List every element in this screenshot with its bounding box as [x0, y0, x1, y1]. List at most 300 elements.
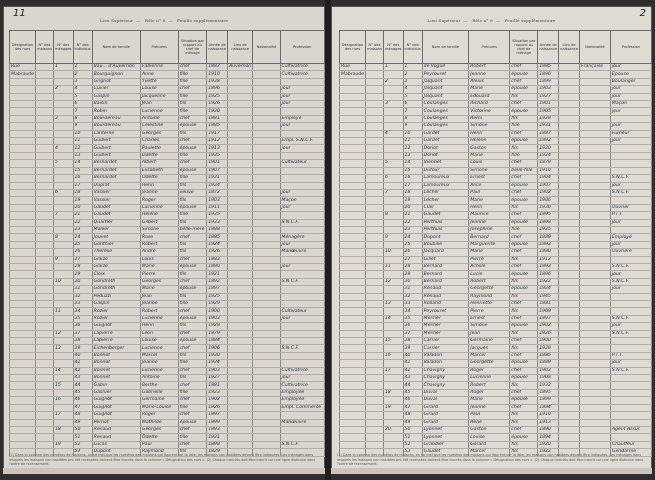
- table-cell: [340, 138, 366, 145]
- table-cell: Jean: [140, 293, 178, 300]
- table-cell: 9: [403, 123, 422, 130]
- table-cell: [610, 256, 651, 263]
- table-cell: [383, 182, 403, 189]
- table-row: [340, 64, 652, 71]
- table-cell: Cuvier: [92, 86, 140, 93]
- table-cell: chef: [510, 263, 538, 270]
- table-cell: 11: [53, 308, 73, 315]
- table-cell: [228, 197, 253, 204]
- table-cell: [253, 263, 280, 270]
- table-cell: [610, 152, 651, 159]
- table-cell: Léchel: [422, 197, 469, 204]
- table-cell: 1913: [538, 419, 559, 426]
- table-cell: [366, 160, 384, 167]
- table-cell: Cultivatrice: [280, 64, 324, 71]
- table-cell: 8: [383, 212, 403, 219]
- table-row: [340, 412, 652, 419]
- table-cell: Germaine: [469, 338, 510, 345]
- table-cell: Gondreth: [92, 278, 140, 285]
- table-cell: [280, 412, 324, 419]
- table-cell: [253, 64, 280, 71]
- table-cell: S.N.C.F.: [280, 345, 324, 352]
- table-cell: [580, 123, 611, 130]
- table-cell: Grandier: [422, 441, 469, 448]
- table-row: [10, 323, 325, 330]
- table-cell: Odette: [140, 434, 178, 441]
- table-cell: 12: [53, 330, 73, 337]
- table-cell: 1925: [207, 93, 228, 100]
- table-cell: 48: [73, 412, 92, 419]
- table-cell: [366, 219, 384, 226]
- table-cell: [340, 419, 366, 426]
- table-cell: [10, 204, 36, 211]
- table-cell: 41: [403, 360, 422, 367]
- table-cell: chef: [510, 64, 538, 71]
- table-cell: [580, 323, 611, 330]
- register-page-right: [331, 6, 652, 474]
- table-cell: [366, 167, 384, 174]
- table-cell: 14: [403, 160, 422, 167]
- table-cell: chef: [510, 234, 538, 241]
- table-cell: épouse: [510, 219, 538, 226]
- table-cell: [580, 338, 611, 345]
- table-cell: [53, 123, 73, 130]
- table-cell: 38: [403, 338, 422, 345]
- table-cell: jour: [610, 64, 651, 71]
- table-cell: [340, 397, 366, 404]
- table-cell: [36, 278, 54, 285]
- table-cell: fils: [510, 441, 538, 448]
- table-row: [10, 441, 325, 448]
- table-cell: [280, 293, 324, 300]
- table-row: [10, 226, 325, 233]
- table-cell: [10, 412, 36, 419]
- table-cell: [340, 412, 366, 419]
- table-cell: [559, 219, 580, 226]
- table-cell: [559, 78, 580, 85]
- table-cell: [559, 360, 580, 367]
- table-cell: [366, 212, 384, 219]
- table-cell: [10, 86, 36, 93]
- table-cell: 1893: [538, 241, 559, 248]
- table-cell: Marcel: [469, 449, 510, 456]
- table-cell: [36, 404, 54, 411]
- table-cell: [580, 360, 611, 367]
- table-cell: [340, 197, 366, 204]
- table-cell: 16: [53, 397, 73, 404]
- table-cell: [340, 382, 366, 389]
- table-cell: [36, 375, 54, 382]
- column-header: Prénoms: [140, 31, 178, 64]
- table-cell: [559, 226, 580, 233]
- table-cell: 1904: [538, 175, 559, 182]
- table-cell: [340, 130, 366, 137]
- table-row: [340, 93, 652, 100]
- table-cell: [228, 249, 253, 256]
- column-header: Situation par rapport au chef de ménage: [510, 31, 538, 64]
- table-cell: [559, 286, 580, 293]
- table-cell: 10: [403, 130, 422, 137]
- table-cell: Berthe: [140, 382, 178, 389]
- table-cell: [366, 323, 384, 330]
- column-header: N° des ménages: [383, 31, 403, 64]
- table-cell: [253, 249, 280, 256]
- page-header: Lieu Supérieur — Rôle n° 8 — Feuille supplémentaire: [427, 18, 556, 23]
- table-cell: Maurice: [469, 212, 510, 219]
- table-cell: chef: [510, 101, 538, 108]
- table-cell: [366, 241, 384, 248]
- table-cell: [10, 101, 36, 108]
- table-cell: Lucas: [92, 441, 140, 448]
- table-cell: 10: [73, 130, 92, 137]
- table-row: [340, 330, 652, 337]
- table-cell: 6: [53, 189, 73, 196]
- table-cell: chef: [510, 301, 538, 308]
- table-cell: [228, 278, 253, 285]
- table-cell: [53, 182, 73, 189]
- table-cell: fille: [178, 152, 207, 159]
- table-cell: Cultivatrice: [280, 367, 324, 374]
- table-cell: [610, 434, 651, 441]
- table-cell: [36, 123, 54, 130]
- table-cell: épouse: [510, 286, 538, 293]
- table-cell: [228, 404, 253, 411]
- table-cell: [36, 256, 54, 263]
- table-cell: 32: [73, 293, 92, 300]
- table-cell: Jacqueline: [140, 93, 178, 100]
- table-cell: [559, 189, 580, 196]
- table-cell: Roger: [140, 197, 178, 204]
- table-cell: [10, 352, 36, 359]
- table-cell: [366, 189, 384, 196]
- table-cell: Grignot: [92, 78, 140, 85]
- table-cell: Bernardet: [92, 160, 140, 167]
- table-cell: 26: [73, 249, 92, 256]
- table-cell: [366, 397, 384, 404]
- table-cell: [253, 108, 280, 115]
- table-cell: Charles: [140, 138, 178, 145]
- table-cell: [253, 130, 280, 137]
- table-cell: 1924: [207, 241, 228, 248]
- table-cell: 17: [383, 367, 403, 374]
- table-cell: jour: [280, 86, 324, 93]
- table-row: [10, 397, 325, 404]
- table-cell: 1887: [538, 130, 559, 137]
- table-cell: Lucienne: [140, 345, 178, 352]
- table-cell: [280, 226, 324, 233]
- table-cell: [340, 367, 366, 374]
- table-cell: [340, 345, 366, 352]
- table-cell: Bourdereau: [92, 115, 140, 122]
- table-cell: Jouvet: [92, 234, 140, 241]
- table-cell: [366, 278, 384, 285]
- table-cell: Cultivateur: [280, 160, 324, 167]
- table-cell: [36, 426, 54, 433]
- table-cell: 4: [403, 86, 422, 93]
- table-cell: [10, 441, 36, 448]
- table-cell: belle-fille: [510, 167, 538, 174]
- table-cell: [253, 189, 280, 196]
- table-cell: [228, 389, 253, 396]
- table-cell: [253, 86, 280, 93]
- table-cell: [228, 419, 253, 426]
- table-cell: 22: [73, 219, 92, 226]
- table-cell: André: [140, 249, 178, 256]
- table-cell: 1879: [207, 330, 228, 337]
- table-cell: Robert: [140, 241, 178, 248]
- table-cell: [253, 367, 280, 374]
- table-cell: 29: [403, 271, 422, 278]
- table-cell: fille: [178, 434, 207, 441]
- table-cell: [36, 189, 54, 196]
- table-cell: [228, 93, 253, 100]
- table-cell: [610, 293, 651, 300]
- table-cell: 27: [73, 256, 92, 263]
- table-cell: [228, 219, 253, 226]
- table-cell: Gabrielle: [140, 389, 178, 396]
- table-cell: [253, 123, 280, 130]
- table-cell: [559, 93, 580, 100]
- table-cell: [340, 404, 366, 411]
- table-cell: 1925: [538, 226, 559, 233]
- table-cell: 1889: [538, 234, 559, 241]
- table-cell: fils: [178, 197, 207, 204]
- table-cell: 7: [73, 108, 92, 115]
- table-cell: 36: [403, 323, 422, 330]
- table-cell: 16: [73, 175, 92, 182]
- table-cell: [366, 301, 384, 308]
- table-cell: fille: [178, 389, 207, 396]
- table-cell: fils: [178, 375, 207, 382]
- table-cell: 51: [403, 434, 422, 441]
- table-cell: [10, 138, 36, 145]
- table-cell: [340, 249, 366, 256]
- table-cell: Lyonnet: [422, 434, 469, 441]
- table-cell: 52: [73, 441, 92, 448]
- table-cell: [228, 108, 253, 115]
- table-cell: Lucienne: [140, 315, 178, 322]
- table-cell: Louise: [469, 434, 510, 441]
- table-cell: jour: [610, 323, 651, 330]
- table-cell: [366, 108, 384, 115]
- table-cell: [366, 315, 384, 322]
- table-cell: jour: [610, 286, 651, 293]
- table-cell: jour: [280, 204, 324, 211]
- table-cell: [280, 152, 324, 159]
- table-row: [340, 101, 652, 108]
- table-cell: [10, 226, 36, 233]
- table-cell: Gaston: [469, 426, 510, 433]
- table-cell: [580, 301, 611, 308]
- table-cell: [253, 345, 280, 352]
- table-cell: [340, 360, 366, 367]
- table-cell: Lanterne: [92, 130, 140, 137]
- table-cell: Louis: [140, 256, 178, 263]
- table-cell: [253, 115, 280, 122]
- table-cell: Richard: [469, 101, 510, 108]
- table-cell: [10, 434, 36, 441]
- table-cell: 1908: [538, 375, 559, 382]
- table-cell: Alexis: [469, 78, 510, 85]
- table-cell: Marie-Louise: [140, 404, 178, 411]
- table-cell: 35: [73, 315, 92, 322]
- table-cell: [280, 271, 324, 278]
- table-cell: [253, 404, 280, 411]
- table-cell: [280, 323, 324, 330]
- table-cell: [366, 434, 384, 441]
- table-cell: [366, 138, 384, 145]
- table-cell: [559, 271, 580, 278]
- table-cell: [366, 175, 384, 182]
- census-table-left: [9, 30, 325, 457]
- table-cell: [580, 441, 611, 448]
- table-cell: Célestine: [140, 123, 178, 130]
- table-cell: S.N.C.F.: [610, 263, 651, 270]
- table-row: [340, 108, 652, 115]
- table-cell: Ernest: [469, 175, 510, 182]
- table-cell: Lucienne: [140, 204, 178, 211]
- table-cell: [580, 108, 611, 115]
- table-cell: Marie: [469, 197, 510, 204]
- table-cell: 1906: [207, 345, 228, 352]
- page-footnote: (1) Dans la colonne des numéros de maisons, on ne met que les numéros des maisons qui figurent sur la liste, les maisons non habitées devant être indiquées. Les ménages dans lesquels les maisons non habitées ont été recensées doivent être inscrits dans la colonne « Désignation des rues ». (2) Chaque individu doit être inscrit sur une ligne distincte dans l'ordre de recensement.: [9, 453, 315, 466]
- table-cell: Bernard: [422, 263, 469, 270]
- table-cell: [228, 301, 253, 308]
- table-row: [340, 249, 652, 256]
- table-cell: Jalquant: [422, 93, 469, 100]
- table-cell: [53, 404, 73, 411]
- table-cell: fille: [178, 71, 207, 78]
- table-cell: [580, 204, 611, 211]
- table-cell: 1883: [207, 256, 228, 263]
- table-cell: jour: [610, 241, 651, 248]
- table-cell: 1924: [538, 152, 559, 159]
- table-cell: jour: [280, 101, 324, 108]
- table-row: [10, 160, 325, 167]
- table-cell: [53, 315, 73, 322]
- table-cell: Paulette: [140, 145, 178, 152]
- table-cell: [228, 323, 253, 330]
- table-cell: [580, 234, 611, 241]
- table-cell: [253, 286, 280, 293]
- table-cell: Bourguignon: [92, 71, 140, 78]
- table-cell: Gilbert: [140, 219, 178, 226]
- table-cell: [580, 256, 611, 263]
- table-cell: [366, 367, 384, 374]
- table-cell: Guibert: [92, 138, 140, 145]
- table-cell: [228, 286, 253, 293]
- table-cell: [10, 330, 36, 337]
- table-cell: 37: [73, 330, 92, 337]
- table-cell: René: [469, 419, 510, 426]
- table-row: [10, 271, 325, 278]
- table-cell: [580, 375, 611, 382]
- table-cell: 1890: [207, 263, 228, 270]
- table-cell: [280, 426, 324, 433]
- table-cell: 1881: [207, 382, 228, 389]
- table-cell: fils: [510, 293, 538, 300]
- table-cell: [253, 382, 280, 389]
- table-row: [340, 71, 652, 78]
- table-cell: [10, 301, 36, 308]
- table-cell: [36, 78, 54, 85]
- table-cell: [10, 256, 36, 263]
- table-cell: fils: [178, 249, 207, 256]
- table-cell: Valadon: [422, 360, 469, 367]
- header-section: Feuille supplémentaire: [504, 18, 556, 23]
- table-cell: 8: [73, 115, 92, 122]
- table-cell: fils: [178, 101, 207, 108]
- table-cell: Henri: [140, 182, 178, 189]
- table-cell: 19: [403, 197, 422, 204]
- table-cell: Marie: [140, 263, 178, 270]
- table-cell: fils: [510, 145, 538, 152]
- table-cell: Lucienne: [469, 375, 510, 382]
- table-cell: jour: [610, 219, 651, 226]
- table-cell: [366, 115, 384, 122]
- table-row: [340, 197, 652, 204]
- table-cell: [228, 71, 253, 78]
- table-cell: [36, 204, 54, 211]
- table-cell: S.N.C.F.: [280, 278, 324, 285]
- table-cell: [383, 204, 403, 211]
- table-cell: Glaize: [92, 263, 140, 270]
- table-cell: [340, 226, 366, 233]
- table-cell: Gaspin: [92, 93, 140, 100]
- table-cell: [340, 123, 366, 130]
- table-cell: 1: [73, 64, 92, 71]
- table-row: [10, 241, 325, 248]
- table-row: [340, 241, 652, 248]
- column-header: Année de naissance: [538, 31, 559, 64]
- table-cell: 5: [403, 93, 422, 100]
- table-cell: Employée: [280, 389, 324, 396]
- table-cell: 1893: [207, 426, 228, 433]
- table-cell: Gillet: [422, 256, 469, 263]
- table-cell: chef: [510, 352, 538, 359]
- table-cell: [10, 189, 36, 196]
- table-cell: [559, 278, 580, 285]
- table-cell: Rozier: [92, 315, 140, 322]
- table-cell: Raymond: [469, 293, 510, 300]
- register-page-left: [3, 6, 325, 474]
- table-cell: Boulanger: [610, 78, 651, 85]
- table-row: [10, 263, 325, 270]
- table-cell: [559, 138, 580, 145]
- column-header: N° des individus: [73, 31, 92, 64]
- table-cell: [36, 271, 54, 278]
- table-cell: [559, 256, 580, 263]
- table-cell: 1927: [538, 93, 559, 100]
- table-cell: chef: [178, 278, 207, 285]
- table-row: [340, 441, 652, 448]
- table-row: [10, 86, 325, 93]
- table-cell: 1945: [538, 293, 559, 300]
- table-cell: Hélène: [140, 212, 178, 219]
- table-cell: Henri: [140, 323, 178, 330]
- table-cell: Bernard: [422, 278, 469, 285]
- table-cell: jour: [280, 315, 324, 322]
- table-cell: [366, 352, 384, 359]
- table-cell: 37: [403, 330, 422, 337]
- table-cell: Guignot: [92, 412, 140, 419]
- table-cell: [610, 197, 651, 204]
- table-cell: Jacques: [469, 345, 510, 352]
- table-cell: fils: [178, 241, 207, 248]
- table-cell: [36, 345, 54, 352]
- table-cell: chef: [510, 212, 538, 219]
- table-row: [340, 434, 652, 441]
